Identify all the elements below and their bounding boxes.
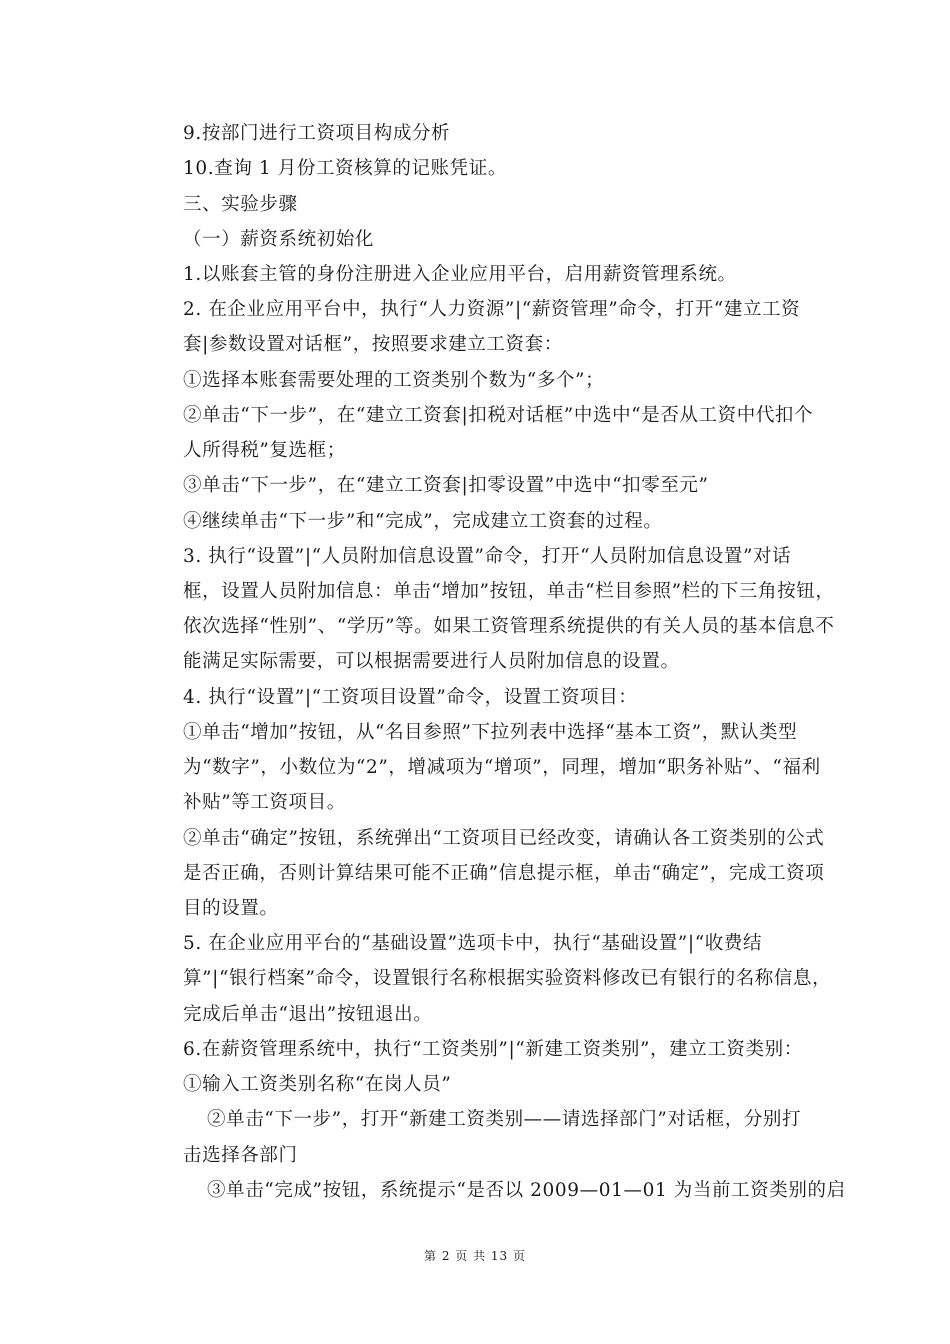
text-line: 击选择各部门 (183, 1145, 298, 1166)
page-number: 第 2 页 共 13 页 (424, 1249, 526, 1263)
text-line: 算”|“银行档案”命令，设置银行名称根据实验资料修改已有银行的名称信息， (183, 968, 832, 989)
section-heading: 三、实验步骤 (183, 194, 298, 215)
subsection-heading: （一）薪资系统初始化 (183, 229, 375, 250)
text-line: 6.在薪资管理系统中，执行“工资类别”|“新建工资类别”，建立工资类别： (183, 1039, 803, 1060)
text-line: 1.以账套主管的身份注册进入企业应用平台，启用薪资管理系统。 (183, 264, 737, 285)
text-line: ③单击“完成”按钮，系统提示“是否以 2009—01—01 为当前工资类别的启 (207, 1180, 846, 1201)
text-line: 9.按部门进行工资项目构成分析 (183, 123, 451, 144)
text-line: 完成后单击“退出”按钮退出。 (183, 1004, 433, 1025)
text-line: 套|参数设置对话框”，按照要求建立工资套： (183, 334, 563, 355)
text-line: 是否正确，否则计算结果可能不正确”信息提示框，单击“确定”，完成工资项 (183, 863, 825, 884)
text-line: ①选择本账套需要处理的工资类别个数为“多个”； (183, 370, 605, 391)
text-line: 框，设置人员附加信息：单击“增加”按钮，单击“栏目参照”栏的下三角按钮， (183, 581, 835, 602)
text-line: 10.查询 1 月份工资核算的记账凭证。 (183, 158, 507, 179)
text-line: ①输入工资类别名称“在岗人员” (183, 1074, 452, 1095)
text-line: 依次选择“性别”、“学历”等。如果工资管理系统提供的有关人员的基本信息不 (183, 616, 835, 637)
text-line: 为“数字”，小数位为“2”，增减项为“增项”，同理，增加“职务补贴”、“福利 (183, 757, 821, 778)
text-line: 能满足实际需要，可以根据需要进行人员附加信息的设置。 (183, 651, 680, 672)
text-line: ②单击“确定”按钮，系统弹出“工资项目已经改变，请确认各工资类别的公式 (183, 828, 825, 849)
text-line: 5. 在企业应用平台的“基础设置”选项卡中，执行“基础设置”|“收费结 (183, 933, 763, 954)
text-line: 4. 执行“设置”|“工资项目设置”命令，设置工资项目： (183, 687, 638, 708)
text-line: ③单击“下一步”，在“建立工资套|扣零设置”中选中“扣零至元” (183, 475, 709, 496)
text-line: ①单击“增加”按钮，从“名目参照”下拉列表中选择“基本工资”，默认类型 (183, 722, 798, 743)
text-line: 目的设置。 (183, 898, 279, 919)
text-line: 2. 在企业应用平台中，执行“人力资源”|“薪资管理”命令，打开“建立工资 (183, 299, 801, 320)
text-line: 补贴”等工资项目。 (183, 792, 346, 813)
text-line: ②单击“下一步”，打开“新建工资类别——请选择部门”对话框，分别打 (207, 1109, 802, 1130)
text-line: ②单击“下一步”，在“建立工资套|扣税对话框”中选中“是否从工资中代扣个 (183, 405, 814, 426)
text-line: 人所得税”复选框； (183, 440, 346, 461)
text-line: ④继续单击“下一步”和“完成”，完成建立工资套的过程。 (183, 511, 663, 532)
text-line: 3. 执行“设置”|“人员附加信息设置”命令，打开“人员附加信息设置”对话 (183, 546, 792, 567)
